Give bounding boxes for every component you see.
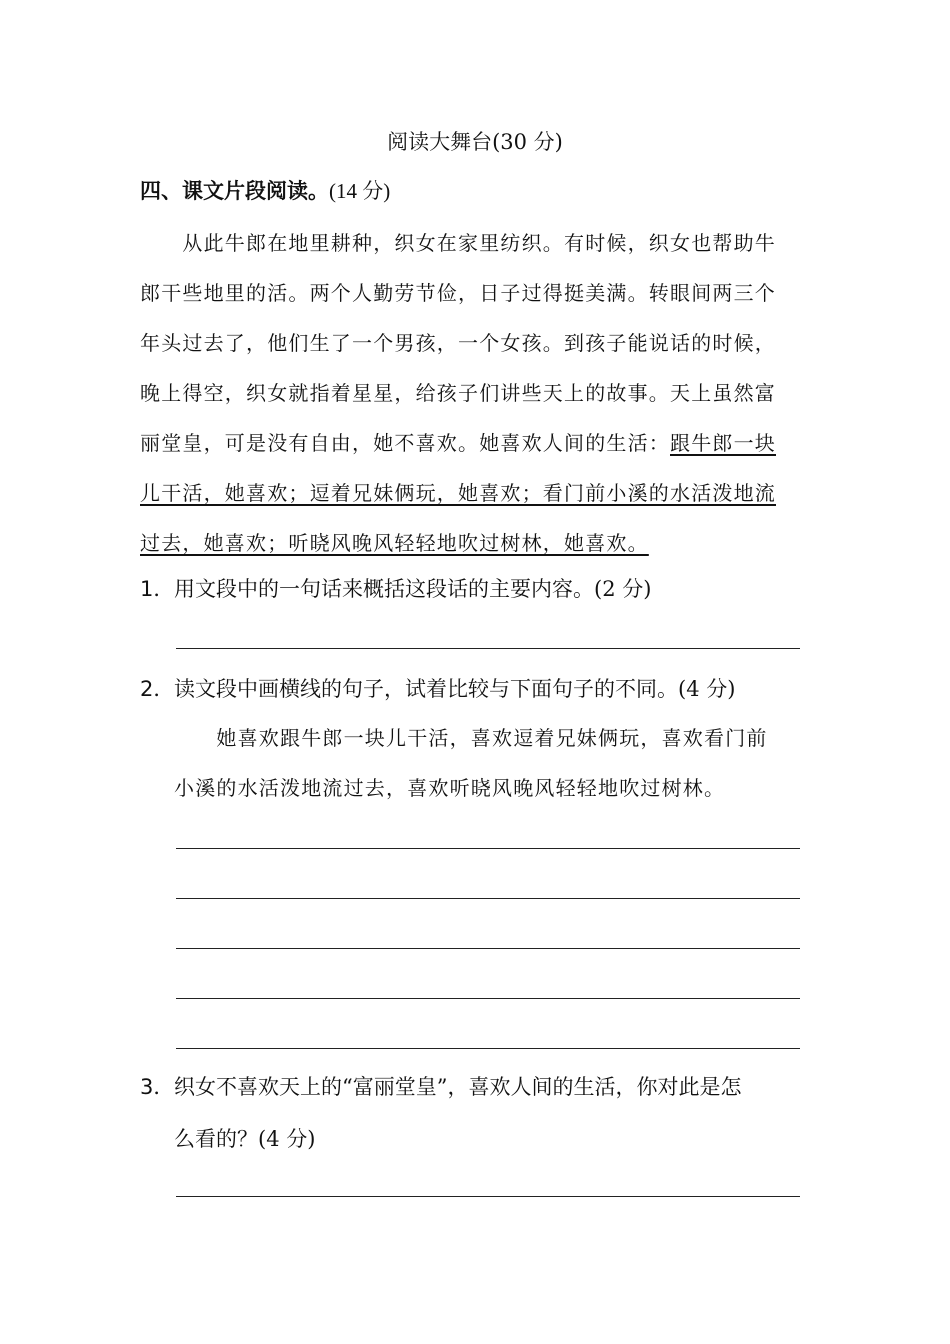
- comparison-line: 她喜欢跟牛郎一块儿干活，喜欢逗着兄妹俩玩，喜欢看门前: [174, 726, 768, 750]
- answer-line[interactable]: [176, 1048, 800, 1049]
- question-3: [140, 1072, 741, 1102]
- comparison-sentence: [174, 713, 814, 813]
- reading-passage: [140, 218, 812, 568]
- passage-line: 晚上得空，织女就指着星星，给孩子们讲些天上的故事。天上虽然富: [140, 381, 776, 405]
- question-2: [140, 674, 735, 704]
- passage-line: [140, 468, 812, 518]
- passage-line: 郎干些地里的活。两个人勤劳节俭，日子过得挺美满。转眼间两三个: [140, 281, 776, 305]
- part4-heading-text: 四、课文片段阅读。: [140, 179, 329, 203]
- question-3-continued: 么看的？(4 分): [174, 1127, 316, 1151]
- part4-score: (14 分): [329, 179, 391, 203]
- passage-line: 从此牛郎在地里耕种，织女在家里纺织。有时候，织女也帮助牛: [140, 231, 776, 255]
- question-text: 织女不喜欢天上的“富丽堂皇”，喜欢人间的生活，你对此是怎: [174, 1075, 742, 1099]
- answer-line[interactable]: [176, 848, 800, 849]
- question-1: [140, 574, 651, 604]
- question-number: 1．: [140, 577, 175, 601]
- question-text: 用文段中的一句话来概括这段话的主要内容。(2 分): [174, 577, 652, 601]
- underlined-sentence: 过去，她喜欢；听晓风晚风轻轻地吹过树林，她喜欢。: [140, 531, 649, 555]
- answer-line[interactable]: [176, 948, 800, 949]
- question-text: 读文段中画横线的句子，试着比较与下面句子的不同。(4 分): [174, 677, 736, 701]
- passage-line: [140, 418, 812, 468]
- answer-line[interactable]: [176, 1196, 800, 1197]
- passage-line: 年头过去了，他们生了一个男孩，一个女孩。到孩子能说话的时候，: [140, 331, 776, 355]
- comparison-line: 小溪的水活泼地流过去，喜欢听晓风晚风轻轻地吹过树林。: [174, 776, 726, 800]
- passage-line: [140, 518, 812, 568]
- question-number: 2．: [140, 677, 175, 701]
- underlined-sentence: 儿干活，她喜欢；逗着兄妹俩玩，她喜欢；看门前小溪的水活泼地流: [140, 481, 776, 505]
- answer-line[interactable]: [176, 998, 800, 999]
- section-title: 阅读大舞台(30 分): [387, 130, 563, 154]
- question-number: 3．: [140, 1075, 175, 1099]
- underlined-sentence: 跟牛郎一块: [670, 431, 776, 455]
- passage-text: 丽堂皇，可是没有自由，她不喜欢。她喜欢人间的生活：: [140, 431, 670, 455]
- part4-heading: [140, 176, 390, 206]
- answer-line[interactable]: [176, 648, 800, 649]
- answer-line[interactable]: [176, 898, 800, 899]
